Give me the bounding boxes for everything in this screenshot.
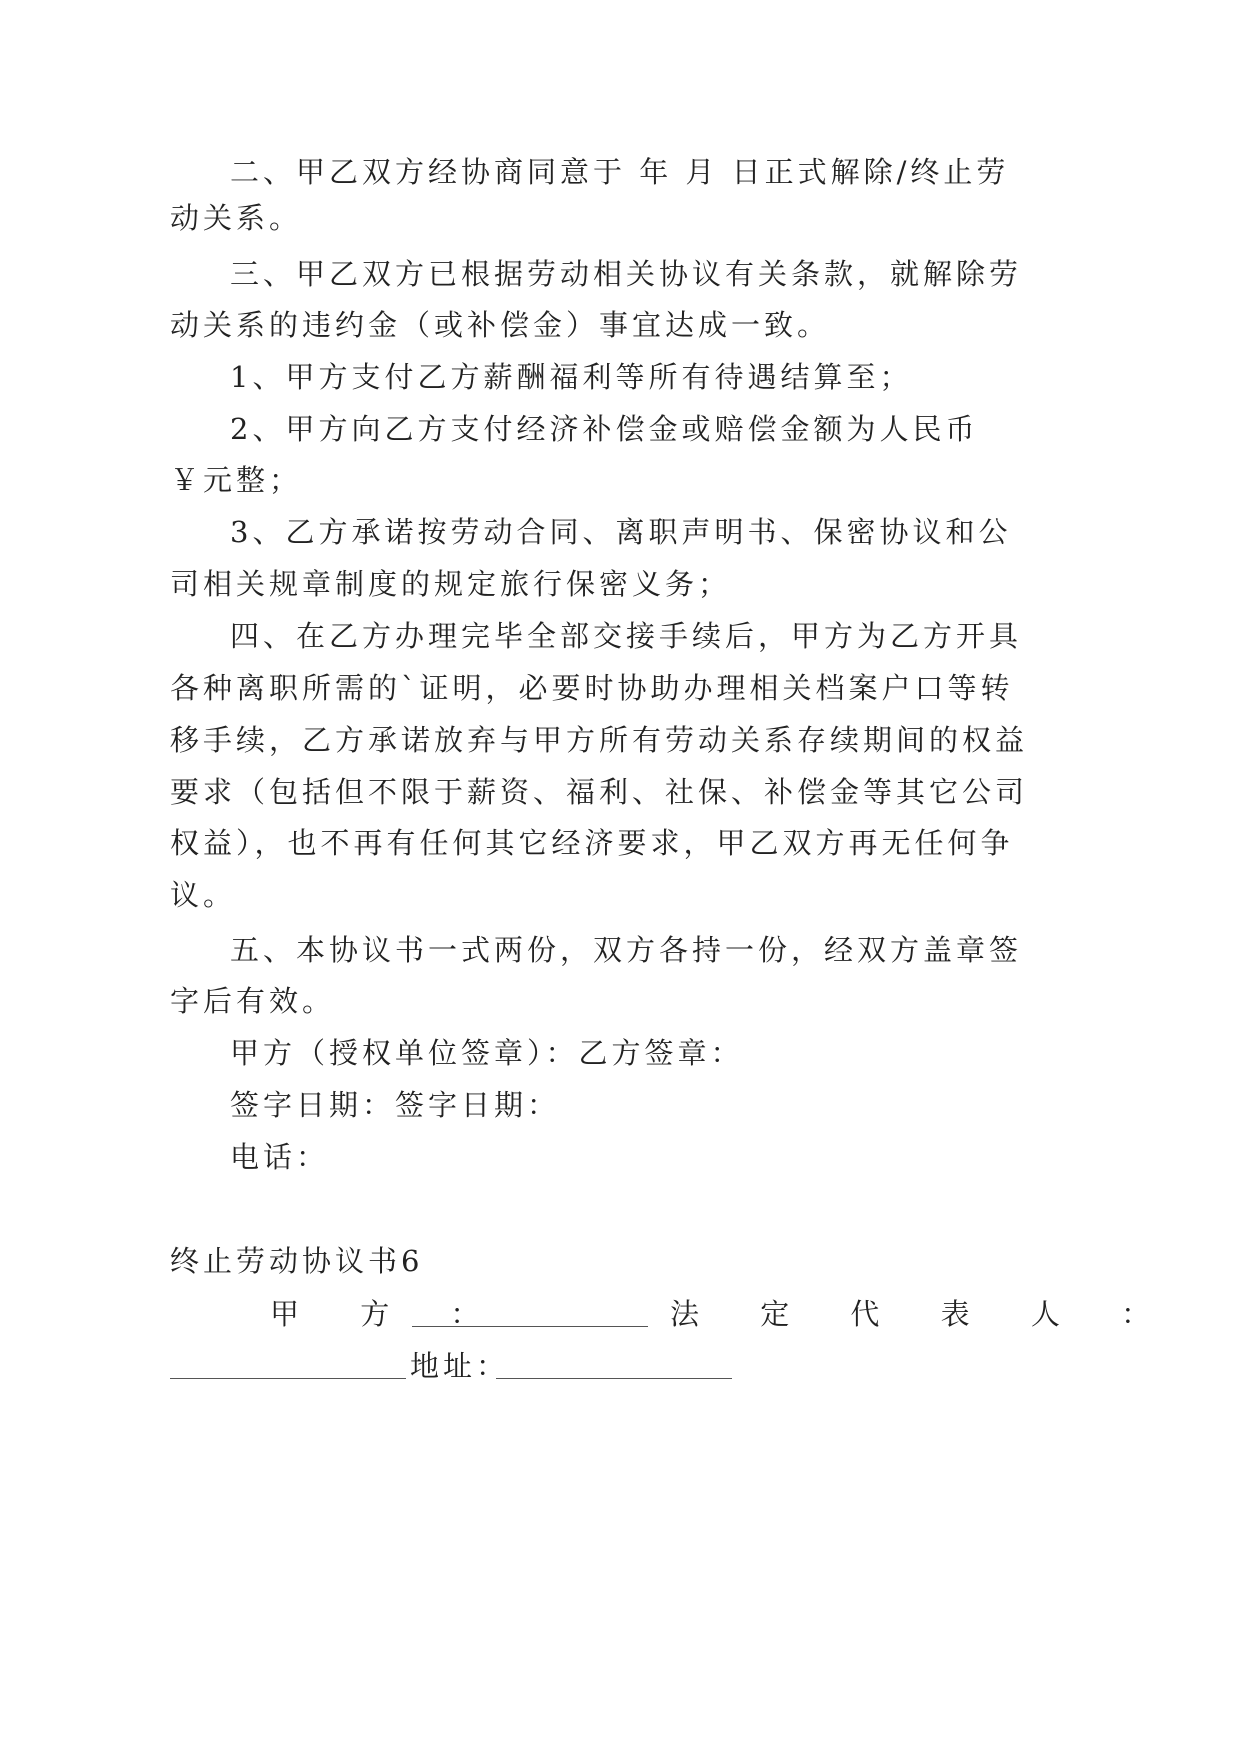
- signature-phone: 电话：: [230, 1140, 330, 1174]
- paragraph-4-line-5: 权益），也不再有任何其它经济要求，甲乙双方再无任何争: [170, 826, 1014, 860]
- paragraph-2-line-2: 动关系。: [170, 201, 303, 235]
- paragraph-4-line-6: 议。: [170, 878, 237, 912]
- legal-rep-text: 法 定 代 表 人 ：: [670, 1297, 1177, 1331]
- legal-rep-blank: [170, 1350, 406, 1379]
- address-blank: [496, 1350, 732, 1379]
- party-a-blank: [412, 1298, 648, 1327]
- signature-dates: 签字日期：签字日期：: [230, 1088, 561, 1122]
- item-1-line-1: 1、甲方支付乙方薪酬福利等所有待遇结算至；: [230, 360, 913, 394]
- paragraph-5-line-1: 五、本协议书一式两份，双方各持一份，经双方盖章签: [230, 933, 1023, 967]
- signature-parties: 甲方（授权单位签章）：乙方签章：: [230, 1036, 744, 1070]
- section-title: 终止劳动协议书6: [170, 1244, 424, 1278]
- item-2-line-1: 2、甲方向乙方支付经济补偿金或赔偿金额为人民币: [230, 412, 979, 446]
- party-a-text: 甲 方 ：: [270, 1297, 506, 1331]
- paragraph-3-line-1: 三、甲乙双方已根据劳动相关协议有关条款，就解除劳: [230, 257, 1023, 291]
- address-label: 地址：: [410, 1349, 510, 1383]
- paragraph-3-line-2: 动关系的违约金（或补偿金）事宜达成一致。: [170, 308, 831, 342]
- paragraph-4-line-4: 要求（包括但不限于薪资、福利、社保、补偿金等其它公司: [170, 775, 1029, 809]
- legal-rep-label: [670, 1294, 1176, 1334]
- paragraph-4-line-1: 四、在乙方办理完毕全部交接手续后，甲方为乙方开具: [230, 619, 1023, 653]
- paragraph-2-line-1: 二、甲乙双方经协商同意于 年 月 日正式解除/终止劳: [230, 155, 1010, 189]
- item-3-line-1: 3、乙方承诺按劳动合同、离职声明书、保密协议和公: [230, 515, 1012, 549]
- paragraph-4-line-2: 各种离职所需的`证明，必要时协助办理相关档案户口等转: [170, 671, 1014, 705]
- paragraph-5-line-2: 字后有效。: [170, 984, 336, 1018]
- item-2-line-2: ￥元整；: [170, 463, 303, 497]
- item-3-line-2: 司相关规章制度的规定旅行保密义务；: [170, 567, 732, 601]
- paragraph-4-line-3: 移手续，乙方承诺放弃与甲方所有劳动关系存续期间的权益: [170, 723, 1029, 757]
